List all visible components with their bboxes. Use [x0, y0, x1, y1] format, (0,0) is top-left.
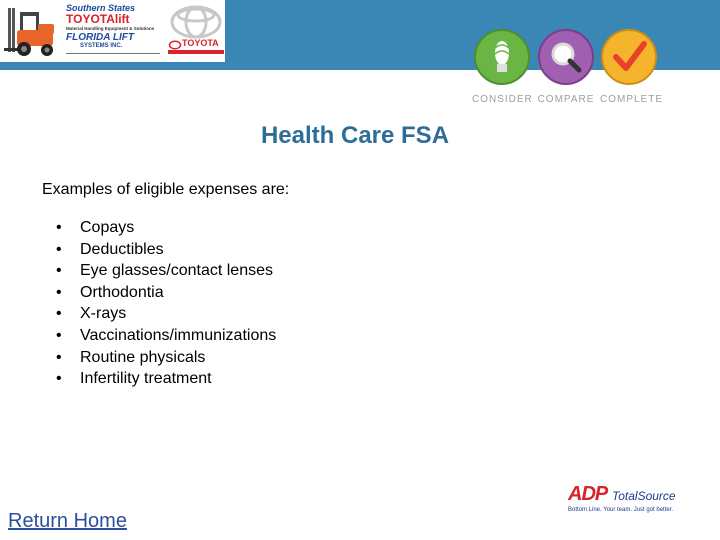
brand-line: Material Handling Equipment & Solutions: [66, 26, 155, 31]
brand-text-block: [66, 3, 162, 59]
checkmark-icon: [600, 28, 658, 86]
page-title-text: Health Care FSA: [260, 122, 450, 149]
step-label-compare: COMPARE: [537, 94, 595, 105]
list-item: • Orthodontia: [56, 282, 276, 304]
intro-text: Examples of eligible expenses are:: [42, 181, 290, 198]
step-label-consider: CONSIDER: [472, 94, 533, 105]
toyota-label: TOYOTA: [182, 38, 219, 48]
list-item: • X-rays: [56, 303, 276, 325]
list-item: • Vaccinations/immunizations: [56, 325, 276, 347]
page-title: [0, 122, 710, 150]
step-label-complete: COMPLETE: [600, 94, 664, 105]
brand-line: Southern States: [66, 3, 136, 13]
adp-brand: ADP: [568, 483, 608, 505]
lightbulb-icon: [473, 28, 531, 86]
list-item: • Deductibles: [56, 239, 276, 261]
list-item: • Eye glasses/contact lenses: [56, 260, 276, 282]
toyota-emblem-icon: [170, 4, 222, 40]
list-item: • Infertility treatment: [56, 368, 276, 390]
list-item: • Routine physicals: [56, 347, 276, 369]
forklift-icon: [2, 2, 60, 60]
magnifier-icon: [537, 28, 595, 86]
adp-product: TotalSource: [612, 489, 676, 503]
divider: [66, 53, 160, 54]
return-home-link[interactable]: Return Home: [8, 510, 127, 532]
brand-line: TOYOTAlift: [66, 12, 130, 26]
company-logo: [0, 0, 225, 62]
adp-tagline: Bottom Line. Your team. Just got better.: [568, 507, 674, 513]
brand-line: FLORIDA LIFT: [66, 32, 134, 43]
list-item: • Copays: [56, 217, 276, 239]
brand-line: SYSTEMS INC.: [80, 43, 123, 49]
adp-logo: [566, 483, 690, 517]
toyota-badge: [168, 38, 224, 54]
expense-list: [56, 217, 276, 390]
